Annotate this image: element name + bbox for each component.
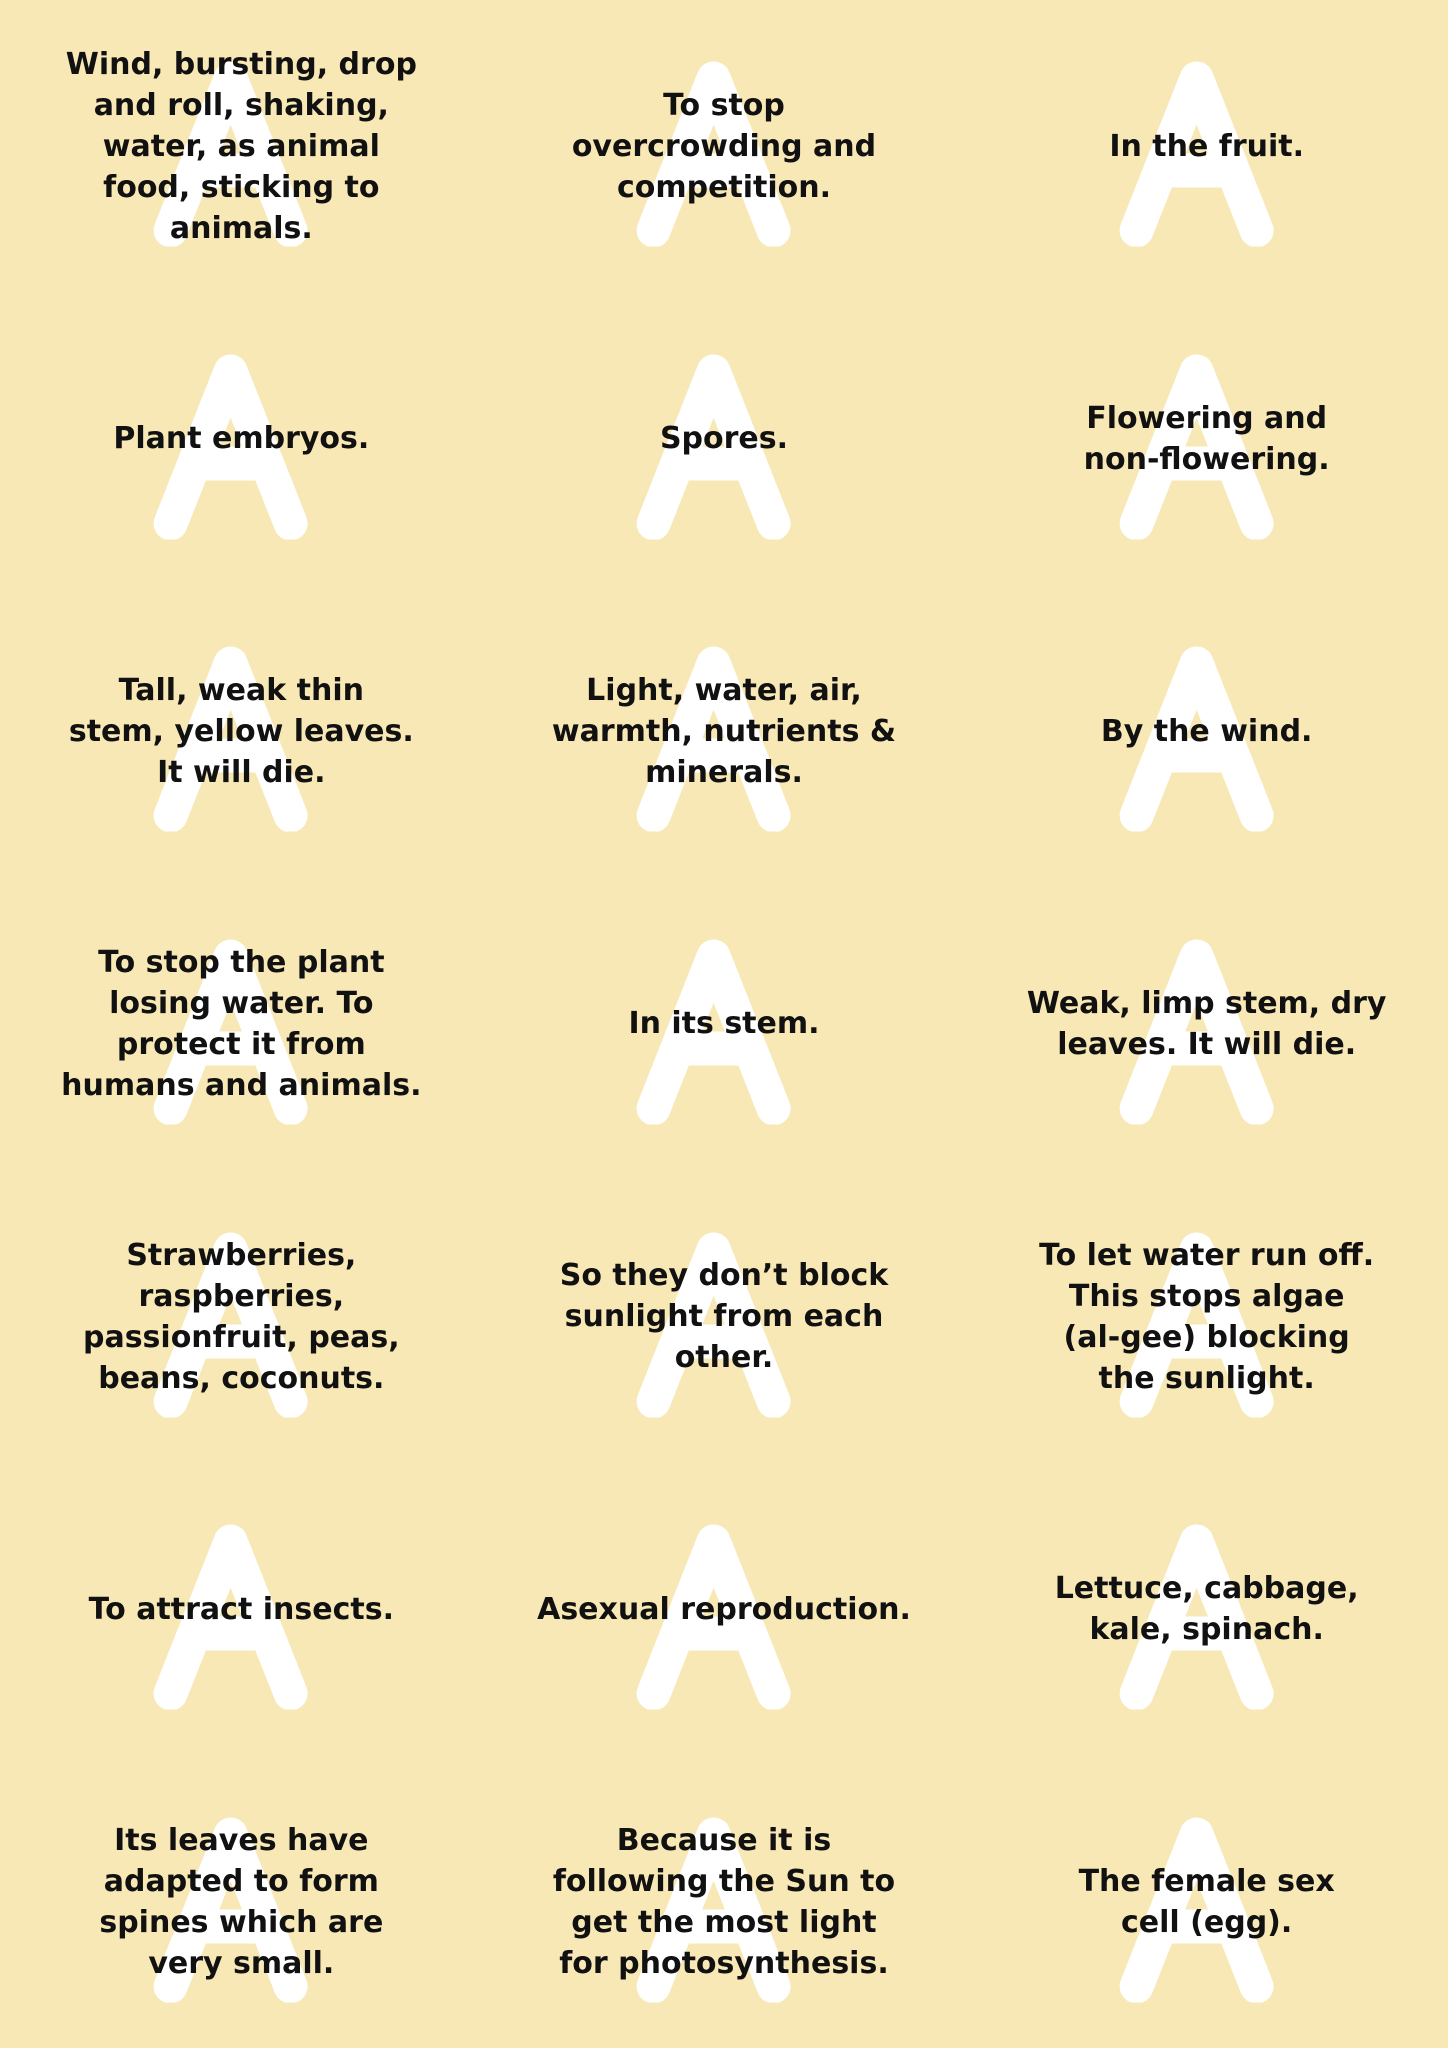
answer-card bbox=[483, 878, 966, 1171]
answer-card bbox=[965, 585, 1448, 878]
answer-text: Because it is following the Sun to get the most light for photosynthesis. bbox=[552, 1822, 896, 1981]
answer-card bbox=[965, 878, 1448, 1171]
answer-text: Its leaves have adapted to form spines which are very small. bbox=[99, 1822, 384, 1981]
answer-text: To stop overcrowding and competition. bbox=[571, 87, 877, 205]
answer-text: So they don’t block sunlight from each other. bbox=[559, 1258, 889, 1376]
answer-text: To attract insects. bbox=[88, 1591, 394, 1627]
answer-card bbox=[483, 1170, 966, 1463]
answer-text: Flowering and non-flowering. bbox=[1083, 400, 1330, 477]
answer-card bbox=[965, 1755, 1448, 2048]
answer-card bbox=[483, 1755, 966, 2048]
answer-card bbox=[0, 1170, 483, 1463]
answer-text: Spores. bbox=[659, 421, 789, 457]
answer-text: Asexual reproduction. bbox=[537, 1591, 911, 1627]
answer-text: Lettuce, cabbage, kale, spinach. bbox=[1054, 1571, 1359, 1648]
answer-text: Weak, limp stem, dry leaves. It will die. bbox=[1026, 985, 1387, 1062]
answer-card bbox=[965, 1170, 1448, 1463]
answer-text: Plant embryos. bbox=[113, 421, 370, 457]
answer-card bbox=[483, 293, 966, 586]
answer-text: In its stem. bbox=[628, 1006, 820, 1042]
answer-card bbox=[0, 585, 483, 878]
answer-text: By the wind. bbox=[1100, 713, 1313, 749]
answer-card bbox=[965, 293, 1448, 586]
answer-text: Wind, bursting, drop and roll, shaking, water, as animal food, sticking to animals. bbox=[65, 46, 417, 246]
answer-text: To stop the plant losing water. To protect it from humans and animals. bbox=[61, 944, 422, 1103]
answer-text: Light, water, air, warmth, nutrients & minerals. bbox=[551, 672, 897, 790]
answer-text: In the fruit. bbox=[1109, 128, 1304, 164]
answer-card bbox=[483, 585, 966, 878]
answer-card bbox=[0, 0, 483, 293]
answer-card bbox=[483, 0, 966, 293]
answer-text: Tall, weak thin stem, yellow leaves. It will die. bbox=[68, 672, 414, 790]
answer-card bbox=[0, 1755, 483, 2048]
answer-card bbox=[0, 293, 483, 586]
answer-card bbox=[0, 1463, 483, 1756]
answer-card bbox=[483, 1463, 966, 1756]
answer-card bbox=[965, 0, 1448, 293]
answer-text: The female sex cell (egg). bbox=[1078, 1863, 1335, 1940]
answer-card bbox=[0, 878, 483, 1171]
answer-text: Strawberries, raspberries, passionfruit, peas, beans, coconuts. bbox=[82, 1237, 400, 1396]
answer-text: To let water run off. This stops algae (al-gee) blocking the sunlight. bbox=[1039, 1237, 1375, 1396]
answer-card bbox=[965, 1463, 1448, 1756]
